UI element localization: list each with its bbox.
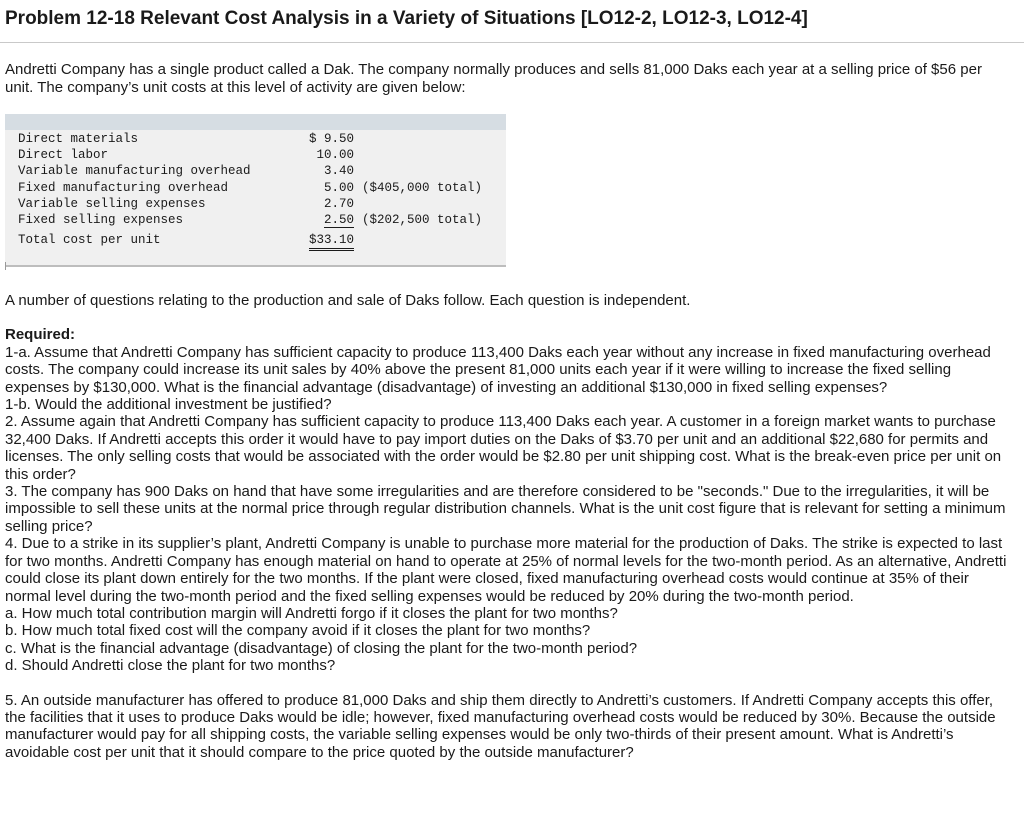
question-4: 4. Due to a strike in its supplier’s plant, Andretti Company is unable to purchase more material for the production of Daks. The strike is expected to last for two months. Andretti Company has enough material on hand to operate at 25% of normal levels for the two-month period. As an alternative, Andretti could close its plant down entirely for the two months. If the plant were closed, fixed manufacturing overhead costs would continue at 35% of their normal level during the two-month period and the fixed selling expenses would be reduced by 20% during the two-month period. [5,535,1007,605]
row-label: Variable selling expenses [18,196,206,211]
table-row [18,147,482,163]
problem-body [5,292,1015,761]
row-label: Fixed selling expenses [18,213,184,228]
row-amount: 2.70 [323,196,354,211]
row-note: ($405,000 total) [362,180,483,195]
row-label: Direct labor [18,148,109,163]
total-row [18,228,482,251]
row-label: Fixed manufacturing overhead [18,180,229,195]
question-1b: 1-b. Would the additional investment be justified? [5,396,332,414]
question-3: 3. The company has 900 Daks on hand that have some irregularities and are therefore considered to be "seconds." Due to the irregularities, it will be impossible to sell these units at the normal price through regular distribution channels. What is the unit cost figure that is relevant for setting a minimum selling price? [5,483,1006,535]
unit-cost-table [18,131,482,251]
row-label: Direct materials [18,132,139,146]
row-note [360,163,482,179]
question-4a: a. How much total contribution margin will Andretti forgo if it closes the plant for two months? [5,604,618,622]
unit-cost-table-panel [5,114,506,265]
question-4c: c. What is the financial advantage (disadvantage) of closing the plant for the two-month period? [5,639,638,657]
row-note: ($202,500 total) [362,213,483,228]
lead-paragraph: A number of questions relating to the production and sale of Daks follow. Each question is independent. [5,292,691,309]
row-amount: 3.40 [323,164,354,179]
required-heading: Required: [5,326,76,344]
table-header-band [5,114,506,130]
question-4b: b. How much total fixed cost will the company avoid if it closes the plant for two months? [5,622,591,640]
row-note [360,196,482,212]
row-amount: 10.00 [316,148,354,163]
table-row [18,131,482,147]
total-amount: $33.10 [309,233,354,251]
row-note [360,147,482,163]
table-scrollbar[interactable] [5,265,506,267]
table-row [18,212,482,228]
row-amount: 5.00 [323,180,354,195]
row-amount: 2.50 [323,213,354,228]
question-1a: 1-a. Assume that Andretti Company has sufficient capacity to produce 113,400 Daks each year without any increase in fixed manufacturing overhead costs. The company could increase its unit sales by 40% above the present 81,000 units each year if it were willing to increase the fixed selling expenses by $130,000. What is the financial advantage (disadvantage) of investing an additional $130,000 in fixed selling expenses? [5,343,991,396]
row-label: Variable manufacturing overhead [18,164,251,179]
row-note [360,131,482,147]
intro-paragraph: Andretti Company has a single product called a Dak. The company normally produces and sells 81,000 Daks each year at a selling price of $56 per unit. The company’s unit costs at this level of activity are given below: [5,61,982,96]
page-title: Problem 12-18 Relevant Cost Analysis in a Variety of Situations [LO12-2, LO12-3, LO12-4] [5,8,808,29]
title-divider [0,42,1024,43]
row-amount: $ 9.50 [308,132,354,146]
total-label: Total cost per unit [18,233,161,248]
question-2: 2. Assume again that Andretti Company has sufficient capacity to produce 113,400 Daks each year. A customer in a foreign market wants to purchase 32,400 Daks. If Andretti accepts this order it would have to pay import duties on the Daks of $3.70 per unit and an additional $22,680 for permits and licenses. The only selling costs that would be associated with the order would be $2.80 per unit shipping cost. What is the break-even price per unit on this order? [5,413,1002,483]
table-row [18,163,482,179]
question-4d: d. Should Andretti close the plant for two months? [5,657,336,675]
table-row [18,196,482,212]
scrollbar-grip[interactable] [5,262,6,270]
question-5: 5. An outside manufacturer has offered to produce 81,000 Daks and ship them directly to Andretti’s customers. If Andretti Company accepts this offer, the facilities that it uses to produce Daks would be idle; however, fixed manufacturing overhead costs would be reduced by 30%. Because the outside manufacturer would pay for all shipping costs, the variable selling expenses would be only two-thirds of their present amount. What is Andretti’s avoidable cost per unit that it should compare to the price quoted by the outside manufacturer? [5,691,996,761]
table-row [18,180,482,196]
